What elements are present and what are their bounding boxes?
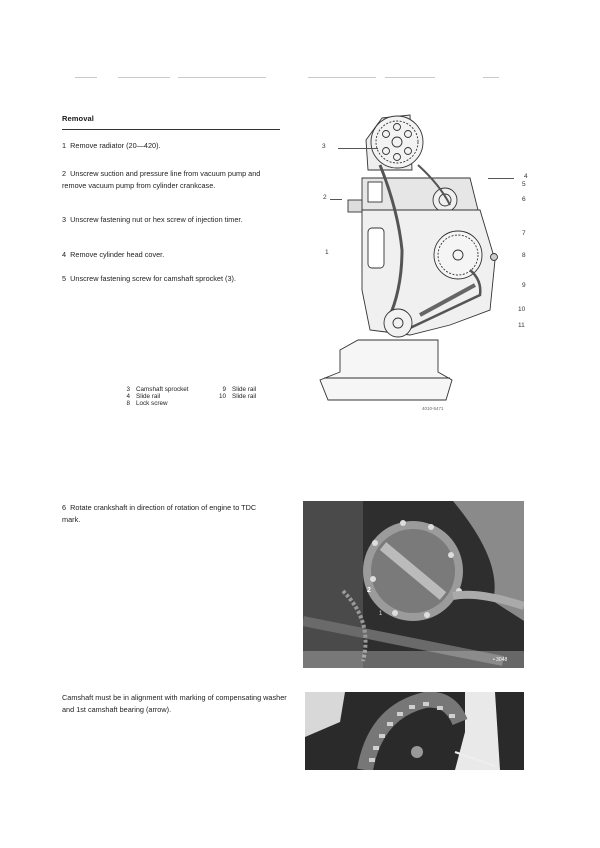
step-3 [62, 214, 282, 226]
photo-figure-code: • 3048 [493, 657, 508, 663]
leader-line [338, 148, 378, 149]
legend-label: Slide rail [232, 386, 257, 393]
legend-label: Camshaft sprocket [136, 386, 189, 393]
header-rule [178, 77, 266, 78]
step-5 [62, 273, 282, 285]
title-rule [62, 129, 280, 130]
step-text: Remove radiator (20—420). [70, 141, 161, 150]
step-text: Unscrew fastening nut or hex screw of injection timer. [70, 215, 243, 224]
callout-9: 9 [522, 282, 526, 289]
legend-label: Slide rail [136, 393, 161, 401]
engine-timing-diagram [310, 110, 540, 420]
camshaft-sprocket-photo [305, 692, 524, 770]
callout-6: 6 [522, 196, 526, 203]
callout-8: 8 [522, 252, 526, 259]
step-text: Unscrew suction and pressure line from vacuum pump and remove vacuum pump from cylinder crankcase. [62, 169, 261, 190]
step-text: Remove cylinder head cover. [70, 250, 165, 259]
photo-callout-1: 1 [379, 611, 383, 617]
step-number: 5 [62, 274, 67, 283]
callout-10: 10 [518, 306, 526, 313]
leader-line [330, 199, 342, 200]
header-rule [118, 77, 170, 78]
step-text: Rotate crankshaft in direction of rotation of engine to TDC mark. [62, 503, 257, 524]
callout-11: 11 [518, 322, 525, 329]
step-text: Unscrew fastening screw for camshaft sprocket (3). [70, 274, 236, 283]
callout-4: 4 [524, 173, 528, 180]
figure-code: 4010-5471 [422, 406, 444, 411]
leader-line [488, 178, 514, 179]
callout-1: 1 [325, 249, 329, 256]
header-rule [75, 77, 97, 78]
section-title: Removal [62, 114, 94, 123]
header-rule [385, 77, 435, 78]
callout-3: 3 [322, 143, 326, 150]
legend-label: Lock screw [136, 400, 168, 408]
step-4 [62, 249, 282, 261]
callout-2: 2 [323, 194, 327, 201]
photo-icon [305, 692, 524, 770]
step-2 [62, 168, 282, 191]
header-rule [308, 77, 376, 78]
step-6 [62, 502, 272, 525]
photo-callout-2: 2 [367, 587, 371, 594]
step-number: 4 [62, 250, 67, 259]
vacuum-pump-photo [303, 501, 524, 668]
step-1 [62, 140, 282, 152]
step-number: 6 [62, 503, 67, 512]
callout-5: 5 [522, 181, 526, 188]
figure-legend-left: 3 Camshaft sprocket 4 Slide rail 8 Lock screw [126, 386, 189, 408]
step-number: 1 [62, 141, 67, 150]
step-number: 2 [62, 169, 67, 178]
header-rule [483, 77, 499, 78]
figure-legend-right: 9 Slide rail 10 Slide rail [218, 386, 257, 401]
photo-icon [303, 501, 524, 668]
camshaft-alignment-note: Camshaft must be in alignment with marking of compensating washer and 1st camshaft bearing (arrow). [62, 693, 287, 714]
engine-drawing-icon [310, 110, 540, 420]
callout-7: 7 [522, 230, 526, 237]
legend-label: Slide rail [232, 393, 257, 401]
step-number: 3 [62, 215, 67, 224]
